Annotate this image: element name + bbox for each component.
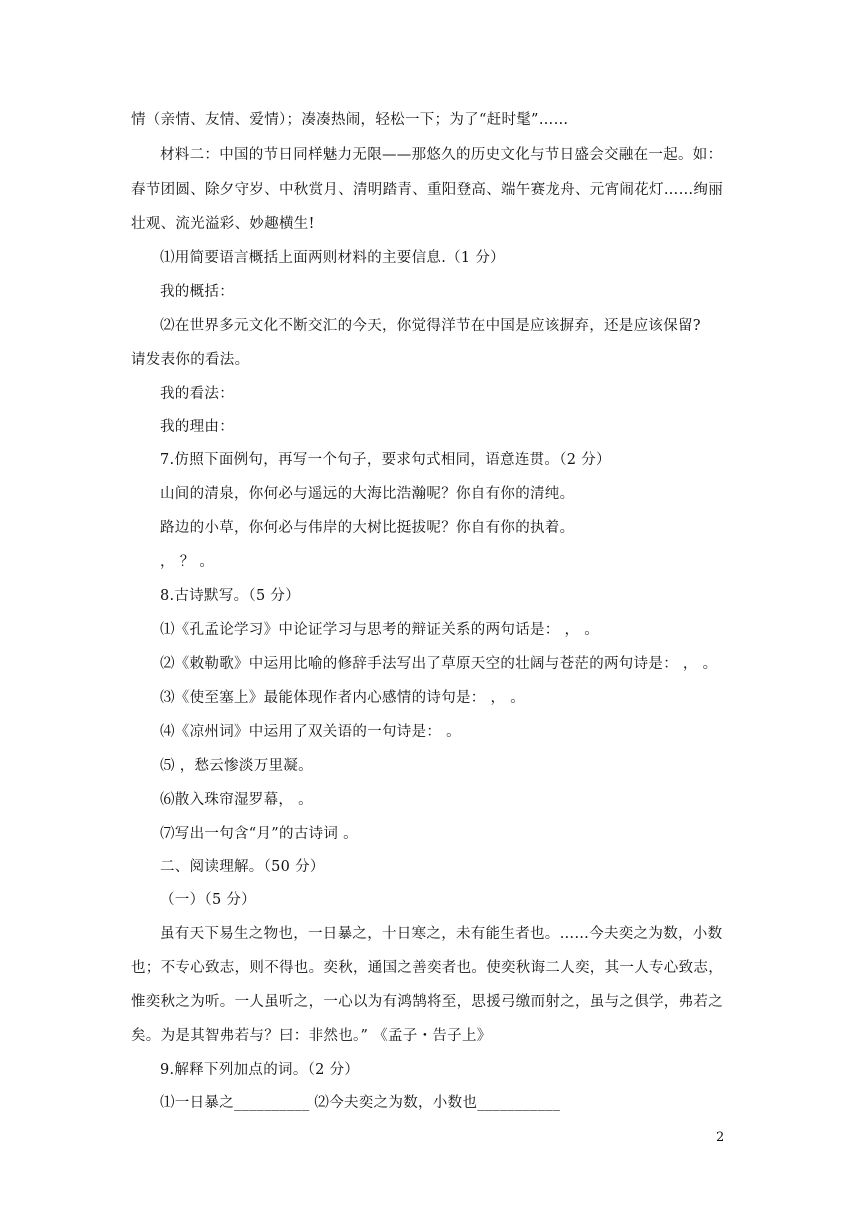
text-line: 我的看法：: [160, 386, 234, 402]
text-line: ⑴一日暴之__________ ⑵今夫奕之为数，小数也___________: [160, 1095, 561, 1111]
text-line: ⑹散入珠帘湿罗幕， 。: [160, 792, 313, 808]
text-line: ⑴《孔孟论学习》中论证学习与思考的辩证关系的两句话是： ， 。: [160, 622, 600, 638]
text-line: 惟奕秋之为听。一人虽听之，一心以为有鸿鹄将至，思援弓缴而射之，虽与之俱学，弗若之: [131, 994, 723, 1010]
text-line: 壮观、流光溢彩、妙趣横生!: [131, 216, 315, 232]
text-line: ⑴用简要语言概括上面两则材料的主要信息.（1 分）: [160, 250, 505, 266]
text-line: 我的概括：: [160, 284, 234, 300]
text-line: ， ？ 。: [160, 554, 215, 570]
subsection-heading: （一）（5 分）: [160, 892, 256, 908]
text-line: 请发表你的看法。: [131, 352, 250, 368]
text-line: ⑷《凉州词》中运用了双关语的一句诗是： 。: [160, 724, 461, 740]
text-line: 矣。为是其智弗若与？曰：非然也。” 《孟子・告子上》: [131, 1028, 492, 1044]
text-line: 9.解释下列加点的词。（2 分）: [160, 1062, 360, 1078]
text-line: 虽有天下易生之物也，一日暴之，十日寒之，未有能生者也。……今夫奕之为数，小数: [160, 926, 723, 942]
text-line: 路边的小草，你何必与伟岸的大树比挺拔呢？你自有你的执着。: [160, 520, 575, 536]
text-line: 山间的清泉，你何必与遥远的大海比浩瀚呢？你自有你的清纯。: [160, 486, 575, 502]
text-line: ⑺写出一句含“月”的古诗词 。: [160, 826, 358, 842]
text-line: 材料二：中国的节日同样魅力无限——那悠久的历史文化与节日盛会交融在一起。如：: [160, 147, 723, 163]
text-line: 情（亲情、友情、爱情）；凑凑热闹，轻松一下；为了“赶时髦”……: [131, 112, 569, 128]
text-line: ⑸ ，愁云惨淡万里凝。: [160, 758, 313, 774]
section-heading: 二、阅读理解。（50 分）: [160, 859, 325, 875]
page-number: 2: [716, 1130, 725, 1145]
text-line: 我的理由：: [160, 419, 234, 435]
text-line: 春节团圆、除夕守岁、中秋赏月、清明踏青、重阳登高、端午赛龙舟、元宵闹花灯……绚丽: [131, 182, 723, 198]
text-line: 8.古诗默写。（5 分）: [160, 588, 301, 604]
text-line: 7.仿照下面例句，再写一个句子，要求句式相同，语意连贯。（2 分）: [160, 452, 611, 468]
text-line: ⑵《敕勒歌》中运用比喻的修辞手法写出了草原天空的壮阔与苍茫的两句诗是： ， 。: [160, 656, 718, 672]
text-line: 也；不专心致志，则不得也。奕秋，通国之善奕者也。使奕秋诲二人奕，其一人专心致志，: [131, 960, 723, 976]
text-line: ⑵在世界多元文化不断交汇的今天，你觉得洋节在中国是应该摒弃，还是应该保留?: [160, 318, 701, 334]
text-line: ⑶《使至塞上》最能体现作者内心感情的诗句是： ， 。: [160, 690, 526, 706]
